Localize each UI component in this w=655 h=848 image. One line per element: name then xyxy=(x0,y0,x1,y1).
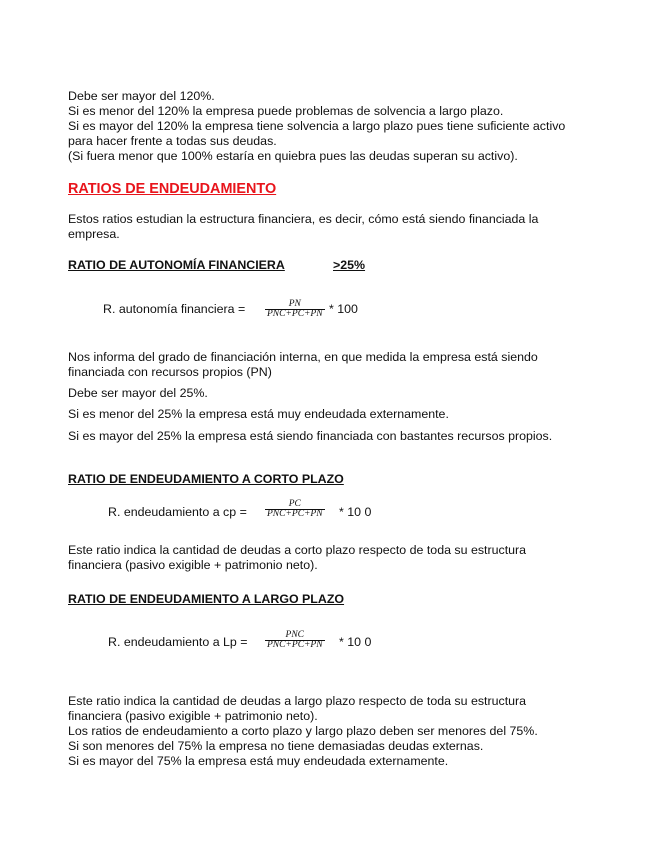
intro-line-1: Debe ser mayor del 120%. xyxy=(68,89,215,103)
autonomia-desc-1: Nos informa del grado de financiación interna, en que medida la empresa está siendo xyxy=(68,350,538,364)
section-intro-line-2: empresa. xyxy=(68,227,120,241)
autonomia-desc-2: financiada con recursos propios (PN) xyxy=(68,365,272,379)
autonomia-formula-label: R. autonomía financiera = xyxy=(103,302,246,316)
autonomia-multiplier: * 100 xyxy=(329,302,358,316)
largo-desc-1: Este ratio indica la cantidad de deudas a largo plazo respecto de toda su estructura xyxy=(68,694,527,708)
corto-desc-1: Este ratio indica la cantidad de deudas a corto plazo respecto de toda su estructura xyxy=(68,543,527,557)
corto-fraction xyxy=(265,500,325,519)
autonomia-p2: Si es menor del 25% la empresa está muy endeudada externamente. xyxy=(68,407,449,421)
section-title: RATIOS DE ENDEUDAMIENTO xyxy=(68,181,277,197)
corto-desc-2: financiera (pasivo exigible + patrimonio neto). xyxy=(68,558,318,572)
corto-numerator: PC xyxy=(288,499,301,509)
largo-desc-4: Si son menores del 75% la empresa no tiene demasiadas deudas externas. xyxy=(68,739,484,753)
section-intro-line-1: Estos ratios estudian la estructura financiera, es decir, cómo está siendo financiada la xyxy=(68,212,539,226)
largo-numerator: PNC xyxy=(285,630,305,640)
intro-line-5: (Si fuera menor que 100% estaría en quiebra pues las deudas superan su activo). xyxy=(68,149,518,163)
autonomia-threshold: >25% xyxy=(333,258,366,272)
intro-line-4: para hacer frente a todas sus deudas. xyxy=(68,134,277,148)
corto-formula-label: R. endeudamiento a cp = xyxy=(108,505,247,519)
largo-denominator: PNC+PC+PN xyxy=(267,640,323,650)
corto-title: RATIO DE ENDEUDAMIENTO A CORTO PLAZO xyxy=(68,472,344,486)
autonomia-p3: Si es mayor del 25% la empresa está siendo financiada con bastantes recursos propios. xyxy=(68,429,553,443)
largo-multiplier: * 10 0 xyxy=(339,635,372,649)
intro-line-2: Si es menor del 120% la empresa puede problemas de solvencia a largo plazo. xyxy=(68,104,504,118)
largo-fraction xyxy=(265,631,325,650)
largo-title: RATIO DE ENDEUDAMIENTO A LARGO PLAZO xyxy=(68,592,345,606)
largo-formula-label: R. endeudamiento a Lp = xyxy=(108,635,248,649)
largo-desc-3: Los ratios de endeudamiento a corto plazo y largo plazo deben ser menores del 75%. xyxy=(68,724,538,738)
autonomia-fraction xyxy=(265,300,325,319)
autonomia-p1: Debe ser mayor del 25%. xyxy=(68,386,208,400)
autonomia-numerator: PN xyxy=(288,299,301,309)
corto-denominator: PNC+PC+PN xyxy=(267,509,323,519)
corto-multiplier: * 10 0 xyxy=(339,505,372,519)
autonomia-denominator: PNC+PC+PN xyxy=(267,309,323,319)
largo-desc-2: financiera (pasivo exigible + patrimonio neto). xyxy=(68,709,318,723)
intro-line-3: Si es mayor del 120% la empresa tiene solvencia a largo plazo pues tiene suficiente activo xyxy=(68,119,566,133)
largo-desc-5: Si es mayor del 75% la empresa está muy endeudada externamente. xyxy=(68,754,449,768)
autonomia-title: RATIO DE AUTONOMÍA FINANCIERA xyxy=(68,258,285,272)
